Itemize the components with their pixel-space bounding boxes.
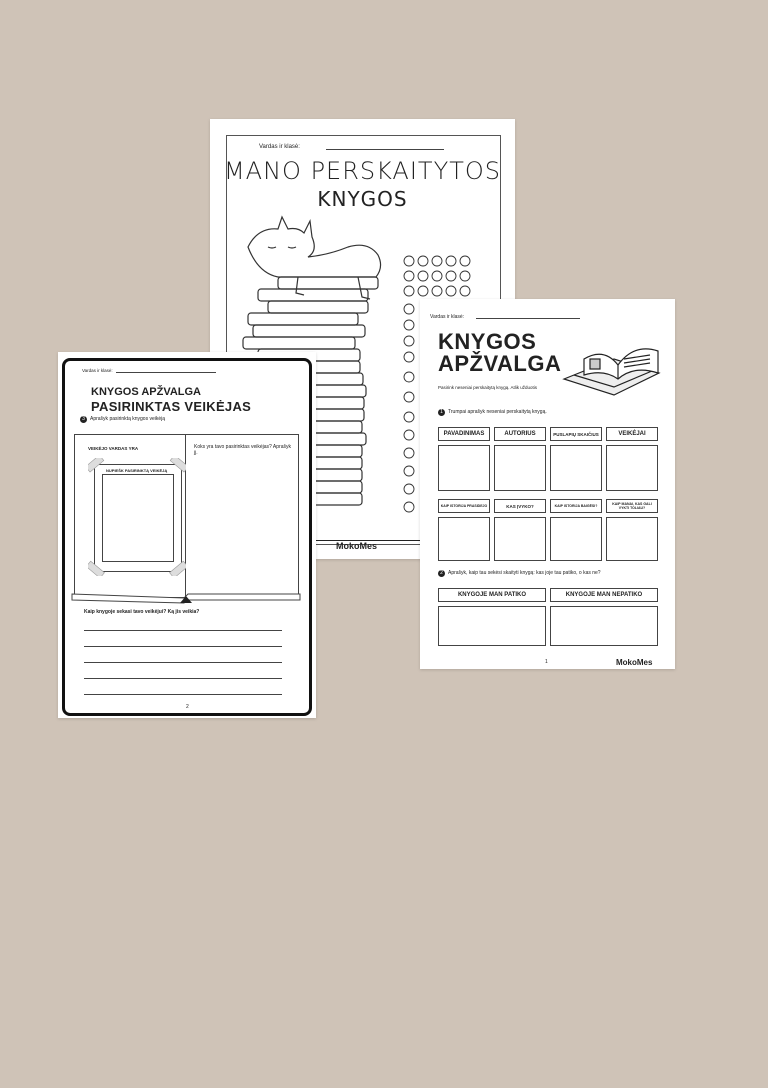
header-author: AUTORIUS: [494, 427, 546, 441]
name-line: [326, 149, 444, 150]
answer-box[interactable]: [606, 517, 658, 561]
answer-box[interactable]: [438, 517, 490, 561]
name-label: Vardas ir klasė:: [259, 144, 300, 150]
answer-box[interactable]: [606, 445, 658, 491]
page-number: 2: [186, 704, 189, 710]
heading-1: KNYGOS APŽVALGA: [91, 386, 202, 398]
answer-box[interactable]: [438, 606, 546, 646]
answer-box[interactable]: [494, 517, 546, 561]
header-ending: KAIP ISTORIJA BAIGĖSI?: [550, 499, 602, 513]
question-1: [438, 409, 547, 416]
name-label: Vardas ir klasė:: [82, 368, 113, 373]
title-line2: KNYGOS: [317, 187, 408, 211]
character-question: Koks yra tavo pasirinktas veikėjas? Aprašyk jį.: [194, 444, 291, 456]
drawing-label: NUPIEŠK PASIRINKTĄ VEIKĖJĄ: [106, 468, 168, 473]
name-line: [116, 372, 216, 373]
question-text: Aprašyk, kaip tau sekėsi skaityti knygą: kas joje tau patiko, o kas ne?: [448, 570, 601, 576]
activity-question: Kaip knygoje sekasi tavo veikėjui? Ką jis veikia?: [84, 609, 200, 615]
answer-line[interactable]: [84, 646, 282, 647]
brand-logo: MokoMes: [616, 658, 653, 667]
answer-box[interactable]: [494, 445, 546, 491]
answer-box[interactable]: [550, 606, 658, 646]
answer-box[interactable]: [438, 445, 490, 491]
header-pages: PUSLAPIŲ SKAIČIUS: [550, 427, 602, 441]
character-name-label: VEIKĖJO VARDAS YRA: [88, 446, 139, 451]
header-title: PAVADINIMAS: [438, 427, 490, 441]
question-number: 2: [438, 570, 445, 577]
question-2: [438, 570, 601, 577]
heading-2: PASIRINKTAS VEIKĖJAS: [91, 399, 252, 414]
question-number: 1: [438, 409, 445, 416]
worksheet-chosen-character: [58, 352, 316, 718]
page-number: 1: [545, 659, 548, 665]
answer-line[interactable]: [84, 630, 282, 631]
title-line1: MANO PERSKAITYTOS: [223, 157, 502, 185]
answer-box[interactable]: [550, 517, 602, 561]
title-line2: APŽVALGA: [438, 351, 562, 376]
header-disliked: KNYGOJE MAN NEPATIKO: [550, 588, 658, 602]
title-line1: KNYGOS: [438, 329, 537, 354]
question-text: Trumpai aprašyk neseniai perskaitytą knygą.: [448, 409, 547, 415]
header-characters: VEIKĖJAI: [606, 427, 658, 441]
answer-line[interactable]: [84, 662, 282, 663]
title: [438, 331, 561, 375]
instruction: [80, 416, 165, 423]
header-next: KAIP MANAI, KAS GALI VYKTI TOLIAU?: [606, 499, 658, 513]
answer-line[interactable]: [84, 694, 282, 695]
subtitle: Pasirink neseniai perskaitytą knygą. Atlik užduotis: [438, 385, 538, 390]
header-events: KAS ĮVYKO?: [494, 499, 546, 513]
answer-box[interactable]: [550, 445, 602, 491]
header-liked: KNYGOJE MAN PATIKO: [438, 588, 546, 602]
tape-corners: [88, 458, 186, 576]
instruction-text: Aprašyk pasirinktą knygos veikėją: [90, 416, 166, 422]
open-book-illustration: [554, 329, 664, 397]
answer-line[interactable]: [84, 678, 282, 679]
name-line: [476, 318, 580, 319]
brand-logo: MokoMes: [336, 541, 378, 551]
header-beginning: KAIP ISTORIJA PRASIDEJO: [438, 499, 490, 513]
worksheet-book-review: [420, 299, 675, 669]
name-label: Vardas ir klasė:: [430, 314, 465, 320]
book-right-page: [186, 434, 299, 598]
book-base: [70, 592, 302, 604]
question-number: 3: [80, 416, 87, 423]
